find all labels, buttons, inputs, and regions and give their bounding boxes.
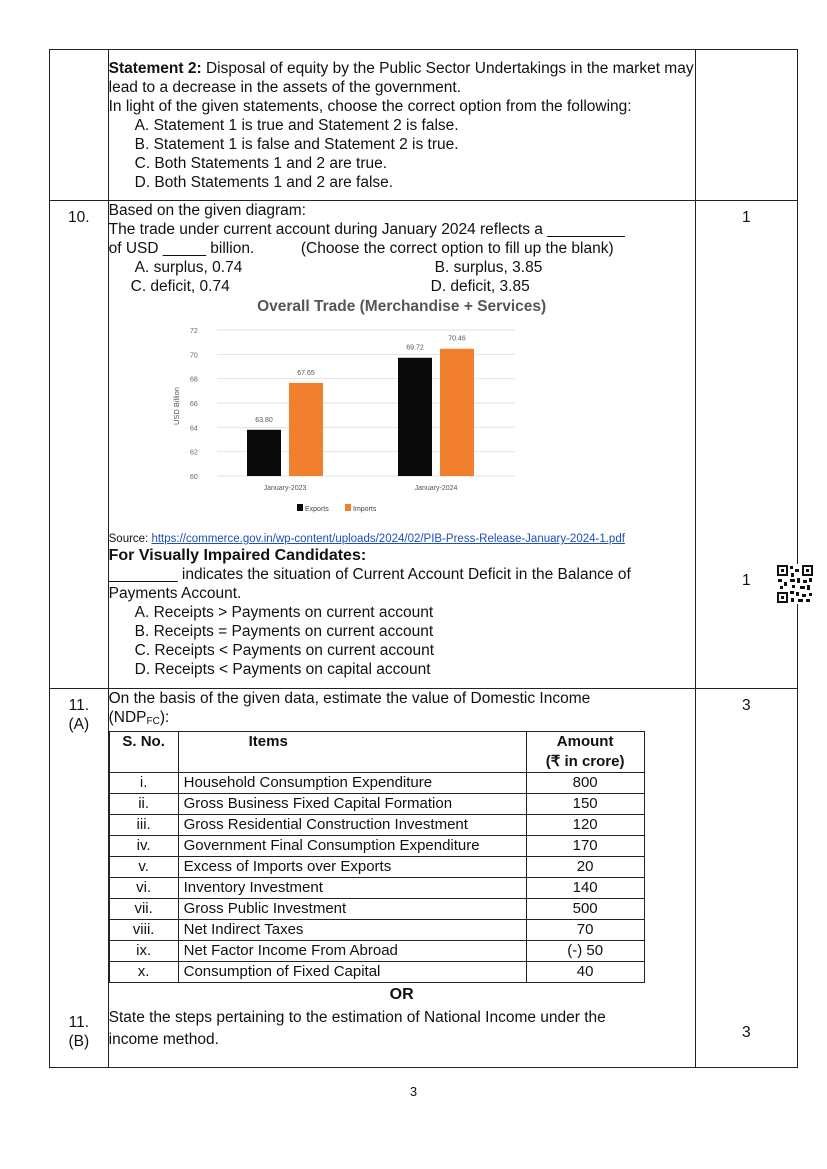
x-tick-label: January-2024 xyxy=(414,485,458,492)
row-amount: 170 xyxy=(526,836,644,857)
row-amount: 500 xyxy=(526,899,644,920)
chart-source xyxy=(109,532,695,546)
header-items: Items xyxy=(178,732,526,773)
row-amount: 150 xyxy=(526,794,644,815)
legend-swatch xyxy=(297,504,303,511)
marks-cell xyxy=(695,689,797,1068)
legend-swatch xyxy=(345,504,351,511)
option-a: A. surplus, 0.74 xyxy=(134,259,243,276)
x-tick-label: January-2023 xyxy=(263,485,307,492)
data-label: 70.46 xyxy=(447,335,466,343)
q10-options-row-2 xyxy=(109,277,695,296)
header-amount xyxy=(526,732,644,773)
header-sno: S. No. xyxy=(109,732,178,773)
marks-cell xyxy=(695,50,797,201)
question-number-11b: 11. xyxy=(68,1014,90,1031)
option-a: A. Statement 1 is true and Statement 2 is false. xyxy=(134,117,459,134)
header-amount-line2: (₹ in crore) xyxy=(545,753,625,770)
question-row-10 xyxy=(50,201,798,689)
q11b-text: State the steps pertaining to the estimation of National Income under the income method. xyxy=(108,1009,606,1048)
q11a-line-1: On the basis of the given data, estimate the value of Domestic Income xyxy=(108,690,591,707)
row-sno: iv. xyxy=(109,836,178,857)
row-item: Household Consumption Expenditure xyxy=(178,773,526,794)
q11a-fc: FC xyxy=(146,716,160,727)
table-row xyxy=(109,878,644,899)
question-row-11 xyxy=(50,689,798,1068)
q11a-line-2 xyxy=(109,708,695,731)
statement-2-text: Disposal of equity by the Public Sector Undertakings in the market may lead to a decrease in the assets of the government. xyxy=(108,60,694,96)
statement-2-label: Statement 2: xyxy=(108,60,202,77)
row-item: Government Final Consumption Expenditure xyxy=(178,836,526,857)
row-sno: i. xyxy=(109,773,178,794)
table-body xyxy=(109,773,644,983)
page-number: 3 xyxy=(409,1084,418,1099)
q10-line-3 xyxy=(109,239,695,258)
question-number-11a: 11. xyxy=(68,697,90,714)
row-item: Excess of Imports over Exports xyxy=(178,857,526,878)
bar-exports xyxy=(247,430,281,476)
row-sno: v. xyxy=(109,857,178,878)
statement-2 xyxy=(109,59,695,97)
q10-line-2: The trade under current account during January 2024 reflects a _________ xyxy=(108,221,625,238)
row-item: Gross Public Investment xyxy=(178,899,526,920)
vi-option-d: D. Receipts < Payments on capital account xyxy=(134,661,431,678)
row-item: Net Indirect Taxes xyxy=(178,920,526,941)
visually-impaired-heading: For Visually Impaired Candidates: xyxy=(108,547,367,564)
table-row xyxy=(109,941,644,962)
question-number-cell xyxy=(50,689,109,1068)
question-number-cell xyxy=(50,50,109,201)
table-header-row xyxy=(109,732,644,773)
marks-value: 1 xyxy=(742,209,751,226)
y-tick-label: 64 xyxy=(189,425,198,433)
row-amount: 120 xyxy=(526,815,644,836)
trade-chart xyxy=(165,322,525,522)
question-sub-b: (B) xyxy=(68,1033,90,1050)
qr-code-icon xyxy=(776,564,814,604)
y-tick-label: 72 xyxy=(189,328,198,335)
question-body xyxy=(108,689,695,1068)
q11a-ndp: (NDP xyxy=(108,709,147,726)
data-label: 63.80 xyxy=(254,416,273,424)
row-sno: vi. xyxy=(109,878,178,899)
vi-option-b: B. Receipts = Payments on current account xyxy=(134,623,434,640)
data-label: 69.72 xyxy=(405,344,424,352)
y-tick-label: 62 xyxy=(189,449,198,457)
source-label: Source: xyxy=(108,533,152,545)
table-row xyxy=(109,899,644,920)
bar-exports xyxy=(398,358,432,476)
table-row xyxy=(109,857,644,878)
row-amount: 70 xyxy=(526,920,644,941)
question-sub-a: (A) xyxy=(68,716,90,733)
row-item: Gross Residential Construction Investment xyxy=(178,815,526,836)
question-row-9-continued xyxy=(50,50,798,201)
income-data-table xyxy=(109,731,645,983)
row-sno: viii. xyxy=(109,920,178,941)
row-item: Net Factor Income From Abroad xyxy=(178,941,526,962)
q10-line-3a: of USD _____ billion. xyxy=(108,240,255,257)
question-body xyxy=(108,50,695,201)
y-tick-label: 60 xyxy=(189,474,198,481)
legend-entry: Imports xyxy=(352,506,376,513)
row-amount: 20 xyxy=(526,857,644,878)
or-separator: OR xyxy=(389,986,414,1003)
table-row xyxy=(109,836,644,857)
row-amount: (-) 50 xyxy=(526,941,644,962)
y-tick-label: 68 xyxy=(189,376,198,384)
bar-imports xyxy=(289,383,323,476)
instruction-text: In light of the given statements, choose the correct option from the following: xyxy=(108,98,632,115)
question-number: 10. xyxy=(50,201,109,689)
option-d: D. deficit, 3.85 xyxy=(430,278,530,295)
vi-option-c: C. Receipts < Payments on current account xyxy=(134,642,435,659)
q10-line-3b: (Choose the correct option to fill up the blank) xyxy=(300,240,614,257)
marks-value-a: 3 xyxy=(742,697,751,714)
q11a-close: ): xyxy=(159,709,170,726)
table-row xyxy=(109,920,644,941)
data-label: 67.65 xyxy=(296,369,315,377)
y-axis-label: USD Billion xyxy=(171,387,181,425)
row-sno: ii. xyxy=(109,794,178,815)
row-item: Inventory Investment xyxy=(178,878,526,899)
q10-line-1: Based on the given diagram: xyxy=(108,202,306,219)
row-sno: ix. xyxy=(109,941,178,962)
bar-imports xyxy=(440,349,474,476)
question-body xyxy=(108,201,695,689)
option-b: B. Statement 1 is false and Statement 2 is true. xyxy=(134,136,459,153)
row-amount: 800 xyxy=(526,773,644,794)
marks-cell xyxy=(695,201,797,689)
table-row xyxy=(109,815,644,836)
trade-bar-chart xyxy=(165,322,525,522)
question-table xyxy=(49,49,798,1068)
y-tick-label: 66 xyxy=(189,401,198,408)
marks-value-b: 3 xyxy=(742,1024,751,1041)
option-d: D. Both Statements 1 and 2 are false. xyxy=(134,174,394,191)
option-c: C. deficit, 0.74 xyxy=(130,278,230,295)
row-sno: iii. xyxy=(109,815,178,836)
marks-value-vi: 1 xyxy=(742,572,751,589)
row-item: Gross Business Fixed Capital Formation xyxy=(178,794,526,815)
option-b: B. surplus, 3.85 xyxy=(434,259,543,276)
table-row xyxy=(109,773,644,794)
table-row xyxy=(109,794,644,815)
option-c: C. Both Statements 1 and 2 are true. xyxy=(134,155,388,172)
chart-title: Overall Trade (Merchandise + Services) xyxy=(257,298,547,315)
vi-question: ________ indicates the situation of Current Account Deficit in the Balance of Payments Account. xyxy=(108,566,631,602)
row-sno: x. xyxy=(109,962,178,983)
row-item: Consumption of Fixed Capital xyxy=(178,962,526,983)
header-amount-line1: Amount xyxy=(556,733,614,750)
row-amount: 40 xyxy=(526,962,644,983)
y-tick-label: 70 xyxy=(189,352,198,360)
row-amount: 140 xyxy=(526,878,644,899)
table-row xyxy=(109,962,644,983)
source-link[interactable]: https://commerce.gov.in/wp-content/uploads/2024/02/PIB-Press-Release-January-2024-1.pdf xyxy=(151,533,625,545)
row-sno: vii. xyxy=(109,899,178,920)
legend-entry: Exports xyxy=(304,506,329,513)
vi-option-a: A. Receipts > Payments on current account xyxy=(134,604,434,621)
q10-options-row-1 xyxy=(109,258,695,277)
